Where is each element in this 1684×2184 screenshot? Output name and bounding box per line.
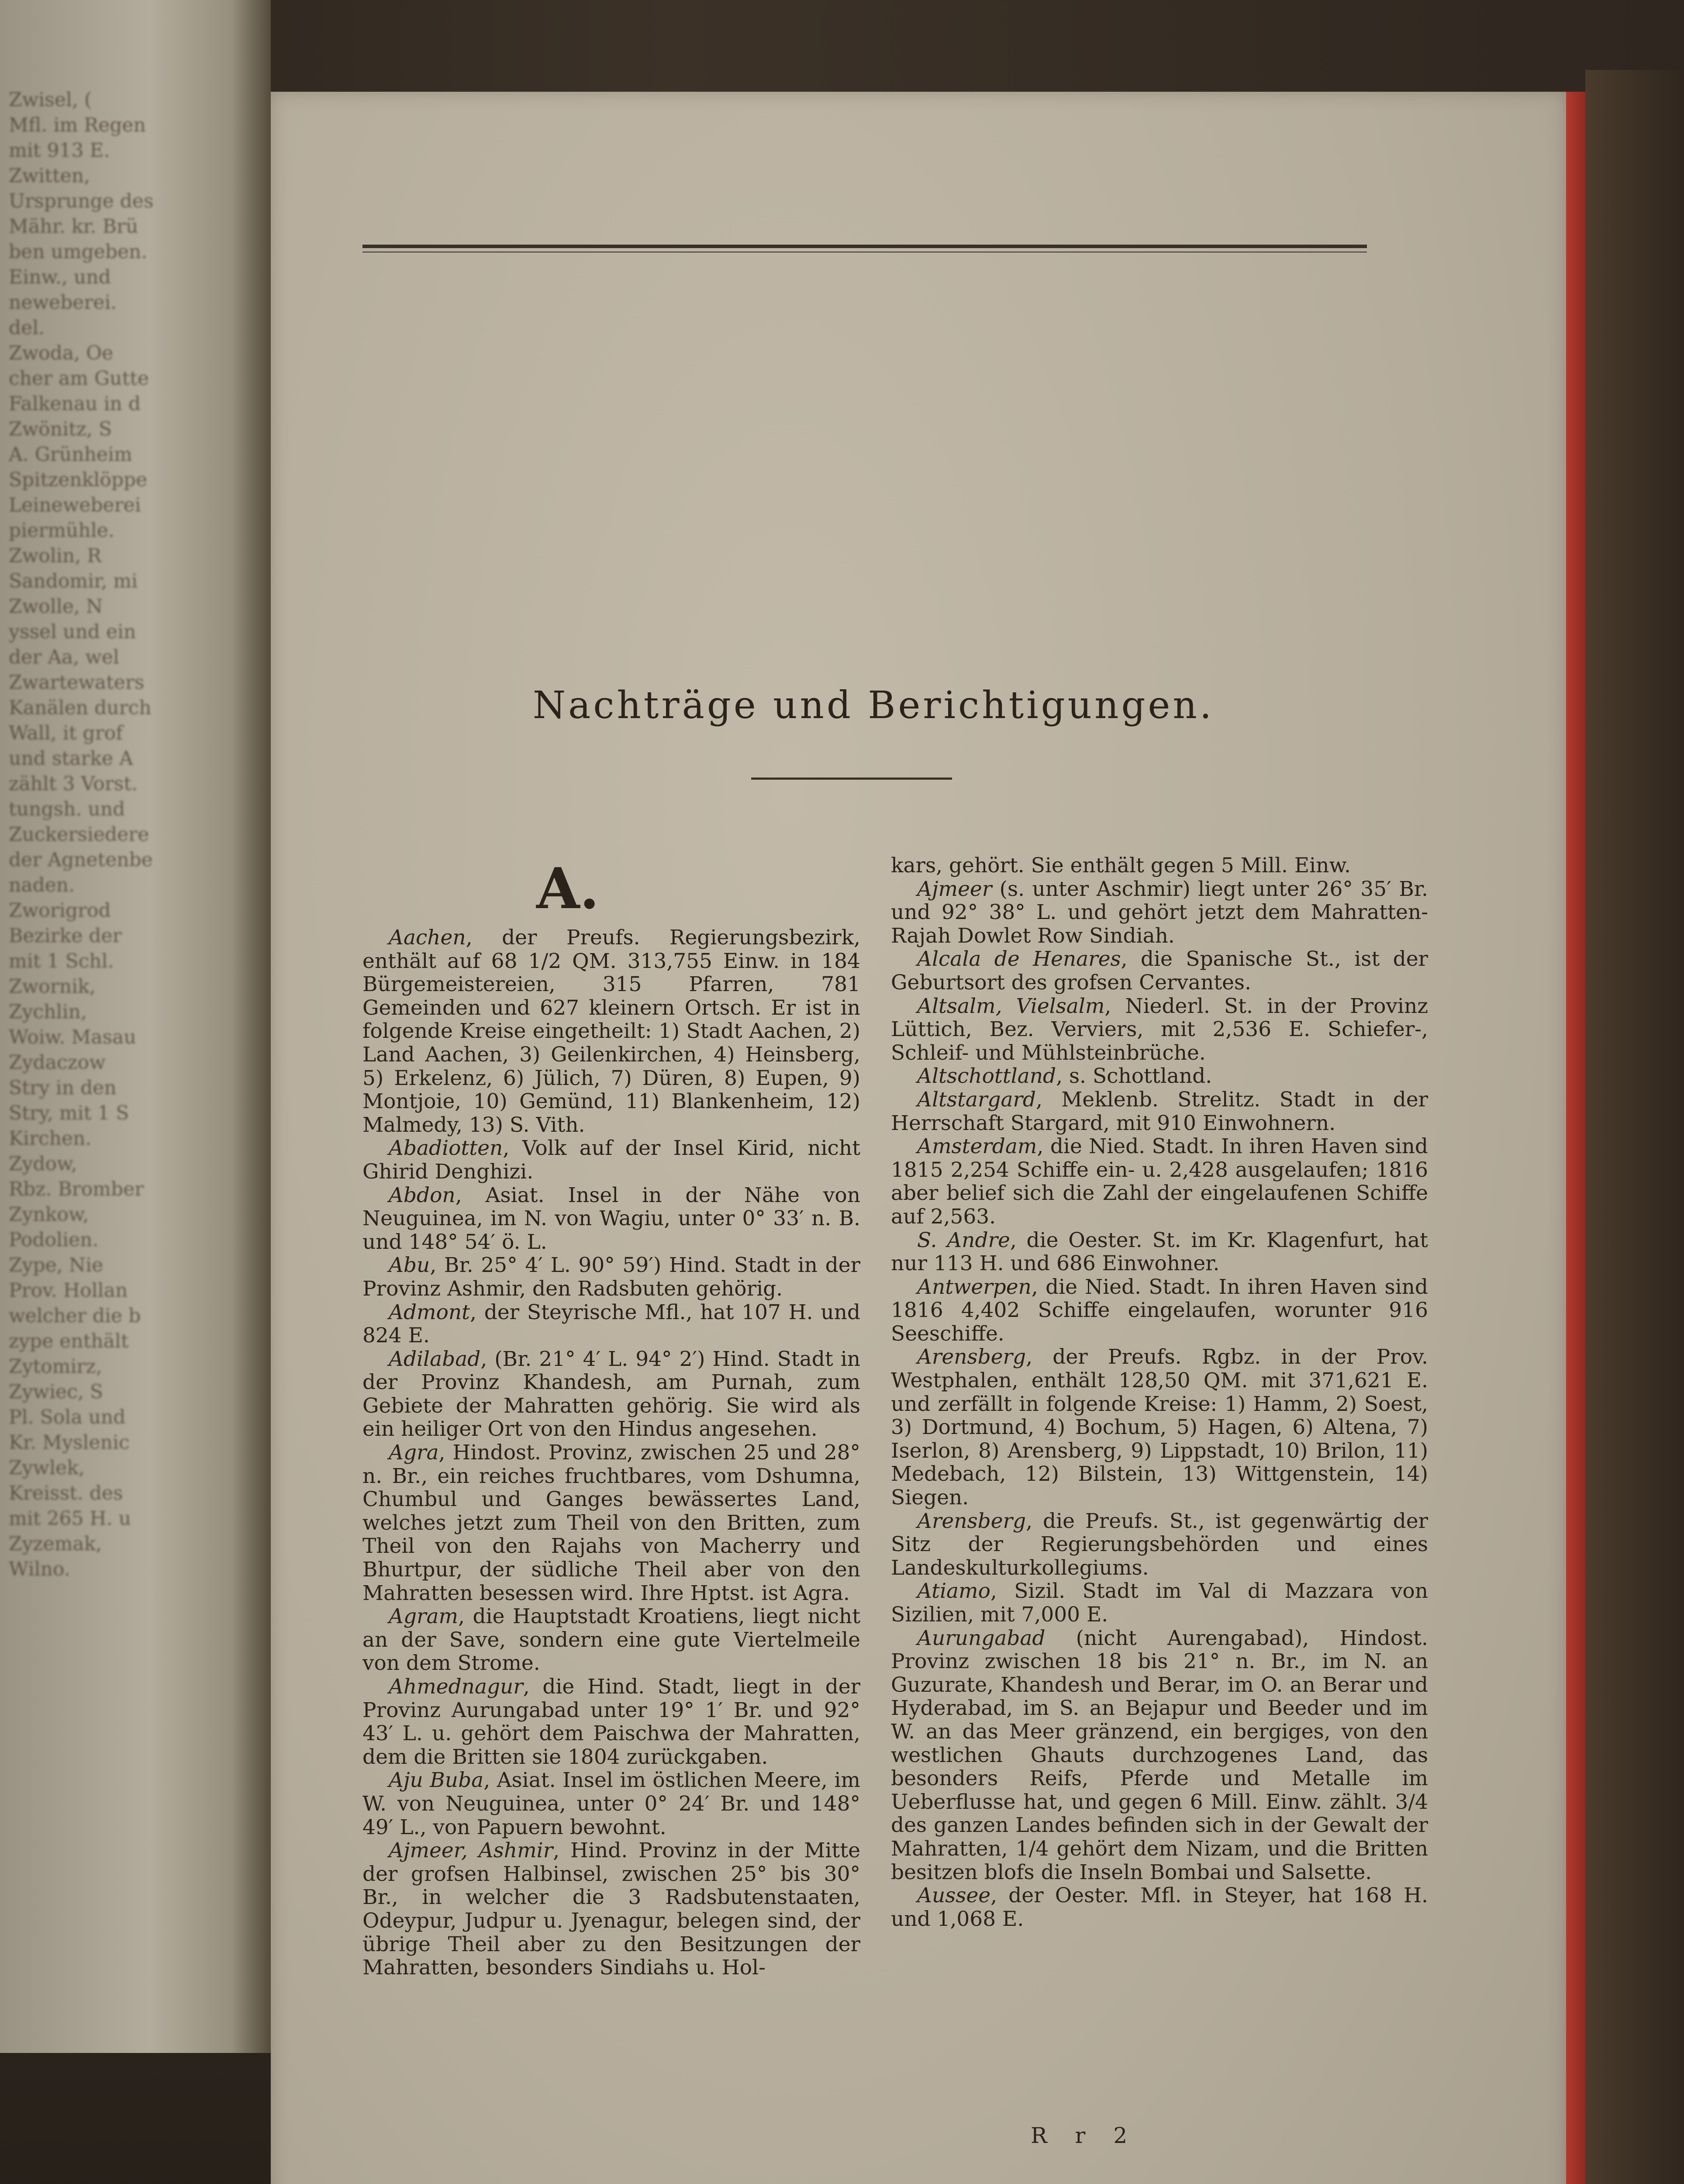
dictionary-entry (891, 1229, 1428, 1275)
entry-text: , Asiat. Insel in der Nähe von Neuguinea, im N. von Wagiu, unter 0° 33′ n. B. und 148° 54′ ö. L. (362, 1183, 860, 1254)
dictionary-entry (891, 1088, 1428, 1135)
entry-text: , die Oester. St. im Kr. Klagenfurt, hat nur 113 H. und 686 Einwohner. (891, 1228, 1428, 1276)
entry-text: , der Preufs. Rgbz. in der Prov. Westphalen, enthält 128,50 QM. mit 371,621 E. und zerfällt in folgende Kreise: 1) Hamm, 2) Soest, 3) Dortmund, 4) Bochum, 5) Hagen, 6) Altena, 7) Iserlon, 8) Arensberg, 9) Lippstadt, 10) Brilon, 11) Medebach, 12) Bilstein, 13) Wittgenstein, 14) Siegen. (891, 1345, 1428, 1510)
entry-text: , s. Schottland. (1056, 1064, 1212, 1089)
dictionary-entry (362, 1254, 860, 1300)
dictionary-entry (891, 1884, 1428, 1931)
entry-term: Agra (389, 1441, 439, 1465)
entry-term: Ajmeer (917, 877, 992, 901)
entry-text: , der Steyrische Mfl., hat 107 H. und 824 E. (362, 1300, 860, 1348)
page-heading: Nachträge und Berichtigungen. (532, 684, 1215, 727)
left-page-text: Zwisel, ( Mfl. im Regen mit 913 E. Zwitten, Ursprunge des Mähr. kr. Brü ben umgeben. Einw., und neweberei. del. Zwoda, Oe cher am Gutte Falkenau in d Zwönitz, S A. Grünheim Spitzenklöppe Leineweberei piermühle. Zwolin, R Sandomir, mi Zwolle, N yssel und ein der Aa, wel Zwartewaters Kanälen durch Wall, it grof und starke A zählt 3 Vorst. tungsh. und Zuckersiedere der Agnetenbe naden. Zworigrod Bezirke der mit 1 Schl. Zwornik, Zychlin, Woiw. Masau Zydaczow Stry in den Stry, mit 1 S Kirchen. Zydow, Rbz. Bromber Zynkow, Podolien. Zype, Nie Prov. Hollan welcher die b zype enthält Zytomirz, Zywiec, S Pl. Sola und Kr. Myslenic Zywlek, Kreisst. des mit 265 H. u Zyzemak, Wilno. (9, 89, 154, 1580)
entry-term: Abu (389, 1253, 430, 1278)
entry-term: S. Andre (917, 1228, 1010, 1252)
entry-text: , Br. 25° 4′ L. 90° 59′) Hind. Stadt in der Provinz Ashmir, den Radsbuten gehörig. (362, 1253, 860, 1301)
entry-term: Altsalm, Vielsalm (917, 994, 1105, 1018)
dictionary-entry (891, 854, 1428, 878)
entry-text: kars, gehört. Sie enthält gegen 5 Mill. Einw. (891, 854, 1351, 878)
entry-text: , Sizil. Stadt im Val di Mazzara von Sizilien, mit 7,000 E. (891, 1579, 1428, 1627)
dictionary-entry (362, 1839, 860, 1980)
entry-term: Aussee (917, 1883, 991, 1908)
entry-term: Abdon (389, 1183, 456, 1207)
top-ornament-rule (362, 245, 1367, 248)
entry-term: Aurungabad (917, 1626, 1046, 1650)
entry-term: Agram (389, 1604, 459, 1629)
section-letter: A. (536, 856, 599, 922)
entry-term: Aju Buba (389, 1768, 484, 1793)
dictionary-entry (891, 878, 1428, 948)
dictionary-entry (362, 1769, 860, 1839)
dictionary-entry (362, 1184, 860, 1254)
dictionary-entry (891, 995, 1428, 1065)
entry-text: , der Oester. Mfl. in Steyer, hat 168 H. und 1,068 E. (891, 1883, 1428, 1931)
entry-term: Admont (389, 1300, 470, 1324)
entry-term: Antwerpen (917, 1275, 1032, 1299)
entry-term: Arensberg (917, 1345, 1026, 1369)
dictionary-entry (891, 1064, 1428, 1088)
entry-term: Amsterdam (917, 1134, 1037, 1159)
entry-text: (s. unter Aschmir) liegt unter 26° 35′ Br. und 92° 38° L. und gehört jetzt dem Mahratten-Rajah Dowlet Row Sindiah. (891, 877, 1428, 948)
right-column (891, 854, 1428, 1931)
entry-term: Ahmednagur (389, 1675, 523, 1699)
entry-text: , Volk auf der Insel Kirid, nicht Ghirid Denghizi. (362, 1136, 860, 1184)
entry-term: Ajmeer, Ashmir (389, 1838, 553, 1863)
entry-text: , die Preufs. St., ist gegenwärtig der Sitz der Regierungsbehörden und eines Landeskulturkollegiums. (891, 1509, 1428, 1580)
entry-text: , Asiat. Insel im östlichen Meere, im W. von Neuguinea, unter 0° 24′ Br. und 148° 49′ L., von Papuern bewohnt. (362, 1768, 860, 1839)
entry-term: Atiamo (917, 1579, 990, 1603)
dictionary-entry (891, 1510, 1428, 1580)
entry-term: Aachen (389, 926, 466, 950)
heading-rule (751, 778, 952, 780)
entry-text: , die Nied. Stadt. In ihren Haven sind 1816 4,402 Schiffe eingelaufen, worunter 916 Seeschiffe. (891, 1275, 1428, 1346)
entry-text: , Meklenb. Strelitz. Stadt in der Herrschaft Stargard, mit 910 Einwohnern. (891, 1087, 1428, 1135)
printer-signature: R r 2 (1031, 2123, 1138, 2148)
entry-term: Alcala de Henares (917, 947, 1121, 971)
left-page-shadow (0, 2053, 271, 2184)
left-column (362, 926, 860, 1980)
dictionary-entry (362, 926, 860, 1137)
entry-term: Altstargard (917, 1087, 1036, 1112)
entry-text: , die Nied. Stadt. In ihren Haven sind 1815 2,254 Schiffe ein- u. 2,428 ausgelaufen; 1816 aber belief sich die Zahl der eingelaufenen Schiffe auf 2,563. (891, 1134, 1428, 1229)
entry-text: , Hindost. Provinz, zwischen 25 und 28° n. Br., ein reiches fruchtbares, vom Dshumna, Chumbul und Ganges bewässertes Land, welches jetzt zum Theil von den Britten, zum Theil von den Rajahs von Macherry und Bhurtpur, der südliche Theil aber von den Mahratten besessen wird. Ihre Hptst. ist Agra. (362, 1441, 860, 1605)
dictionary-entry (891, 1627, 1428, 1884)
dictionary-entry (891, 947, 1428, 994)
dictionary-entry (362, 1605, 860, 1675)
entry-text: , Hind. Provinz in der Mitte der grofsen Halbinsel, zwischen 25° bis 30° Br., in welcher die 3 Radsbutenstaaten, Odeypur, Judpur u. Jyenagur, belegen sind, der übrige Theil aber zu den Besitzungen der Mahratten, besonders Sindiahs u. Hol- (362, 1838, 861, 1980)
dictionary-entry (362, 1441, 860, 1605)
entry-text: , Niederl. St. in der Provinz Lüttich, Bez. Verviers, mit 2,536 E. Schiefer-, Schleif- und Mühlsteinbrüche. (891, 994, 1428, 1065)
dictionary-entry (891, 1135, 1428, 1228)
dictionary-entry (891, 1345, 1428, 1509)
dictionary-entry (362, 1675, 860, 1769)
dictionary-entry (362, 1301, 860, 1348)
entry-text: (nicht Aurengabad), Hindost. Provinz zwischen 18 bis 21° n. Br., im N. an Guzurate, Khandesh und Berar, im O. an Berar und Hyderabad, im S. an Bejapur und Beeder und im W. an das Meer gränzend, ein bergiges, von den westlichen Ghauts durchzogenes Land, das besonders Reifs, Pferde und Metalle im Ueberflusse hat, und gegen 6 Mill. Einw. zählt. 3/4 des ganzen Landes befinden sich in der Gewalt der Mahratten, 1/4 gehört dem Nizam, und die Britten besitzen blofs die Inseln Bombai und Salsette. (891, 1626, 1428, 1884)
entry-text: , der Preufs. Regierungsbezirk, enthält auf 68 1/2 QM. 313,755 Einw. in 184 Bürgemeistereien, 315 Pfarren, 781 Gemeinden und 627 kleinern Ortsch. Er ist in folgende Kreise eingetheilt: 1) Stadt Aachen, 2) Land Aachen, 3) Geilenkirchen, 4) Heinsberg, 5) Erkelenz, 6) Jülich, 7) Düren, 8) Eupen, 9) Montjoie, 10) Gemünd, 11) Blankenheim, 12) Malmedy, 13) S. Vith. (362, 926, 860, 1137)
dictionary-entry (891, 1579, 1428, 1626)
entry-text: , die Spanische St., ist der Geburtsort des grofsen Cervantes. (891, 947, 1428, 995)
red-page-edge (1566, 92, 1585, 2184)
entry-term: Altschottland (917, 1064, 1056, 1089)
entry-text: , (Br. 21° 4′ L. 94° 2′) Hind. Stadt in der Provinz Khandesh, am Purnah, zum Gebiete der Mahratten gehörig. Sie wird als ein heiliger Ort von den Hindus angesehen. (362, 1347, 860, 1441)
entry-text: , die Hauptstadt Kroatiens, liegt nicht an der Save, sondern eine gute Viertelmeile von dem Strome. (362, 1604, 860, 1676)
dictionary-entry (891, 1275, 1428, 1346)
entry-term: Arensberg (917, 1509, 1026, 1533)
book-cover-board (1585, 70, 1684, 2184)
entry-term: Abadiotten (389, 1136, 503, 1161)
entry-term: Adilabad (389, 1347, 481, 1371)
dictionary-entry (362, 1348, 860, 1441)
entry-text: , die Hind. Stadt, liegt in der Provinz Aurungabad unter 19° 1′ Br. und 92° 43′ L. u. gehört dem Paischwa der Mahratten, dem die Britten sie 1804 zurückgaben. (362, 1675, 860, 1769)
left-facing-page (0, 0, 271, 2184)
book-gutter-shadow (231, 0, 271, 2184)
dictionary-entry (362, 1137, 860, 1183)
